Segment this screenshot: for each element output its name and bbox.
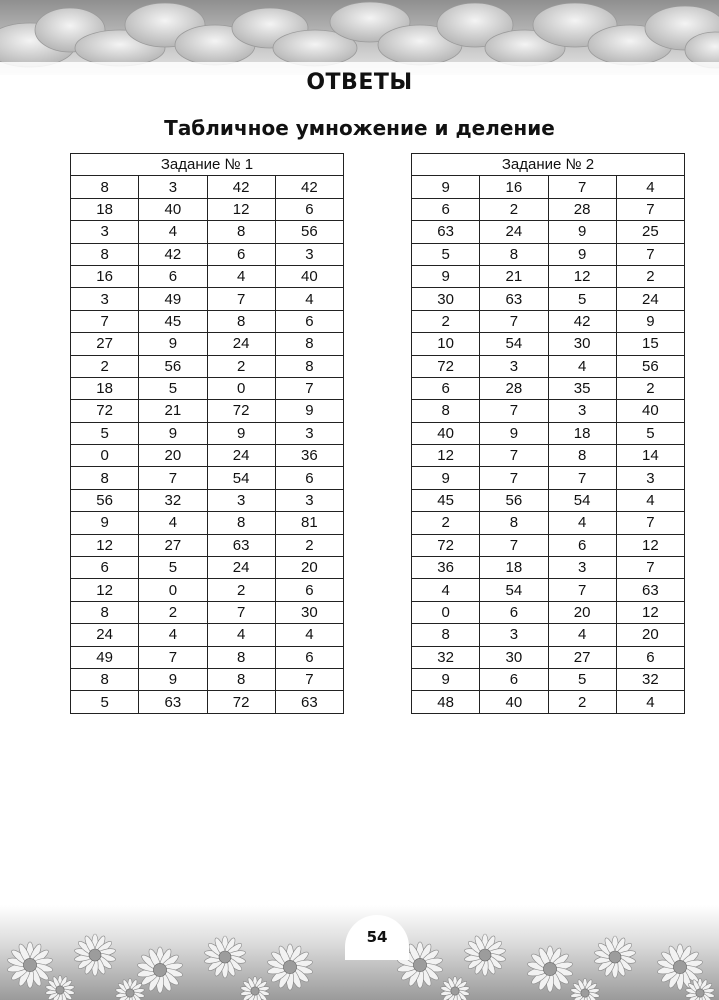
answer-cell: 63 <box>275 691 343 713</box>
answer-cell: 49 <box>139 288 207 310</box>
answer-cell: 63 <box>412 221 480 243</box>
answer-cell: 3 <box>548 557 616 579</box>
answer-cell: 54 <box>548 489 616 511</box>
table-row <box>71 534 344 556</box>
answer-cell: 8 <box>71 467 139 489</box>
answer-cell: 20 <box>139 445 207 467</box>
answer-cell: 8 <box>412 400 480 422</box>
answer-cell: 10 <box>412 333 480 355</box>
answer-cell: 5 <box>412 243 480 265</box>
answer-cell: 40 <box>616 400 684 422</box>
table-row <box>71 221 344 243</box>
answer-cell: 32 <box>139 489 207 511</box>
cloud-decoration <box>0 0 719 75</box>
answer-cell: 40 <box>412 422 480 444</box>
table-row <box>412 534 685 556</box>
table-row <box>71 691 344 713</box>
answer-cell: 8 <box>207 310 275 332</box>
answer-cell: 7 <box>616 512 684 534</box>
answer-cell: 6 <box>548 534 616 556</box>
answer-cell: 27 <box>139 534 207 556</box>
answer-cell: 35 <box>548 377 616 399</box>
answer-cell: 5 <box>71 691 139 713</box>
answer-cell: 3 <box>480 624 548 646</box>
answer-cell: 7 <box>207 601 275 623</box>
answer-cell: 4 <box>275 624 343 646</box>
answer-cell: 9 <box>480 422 548 444</box>
table-row <box>412 668 685 690</box>
table-row <box>71 198 344 220</box>
answer-cell: 56 <box>275 221 343 243</box>
table-row <box>412 176 685 198</box>
answer-cell: 45 <box>139 310 207 332</box>
answer-cell: 2 <box>71 355 139 377</box>
table-row <box>412 691 685 713</box>
page-title: ОТВЕТЫ <box>306 70 413 95</box>
answer-cell: 2 <box>548 691 616 713</box>
answer-cell: 3 <box>207 489 275 511</box>
answer-cell: 6 <box>275 467 343 489</box>
table-row <box>71 243 344 265</box>
answer-cell: 4 <box>207 265 275 287</box>
answer-cell: 56 <box>616 355 684 377</box>
answer-cell: 18 <box>71 377 139 399</box>
answer-cell: 16 <box>71 265 139 287</box>
table-row <box>412 579 685 601</box>
table-row <box>412 400 685 422</box>
answer-cell: 5 <box>548 668 616 690</box>
answer-cell: 6 <box>275 579 343 601</box>
answer-cell: 8 <box>548 445 616 467</box>
answer-cell: 4 <box>139 221 207 243</box>
task1-table <box>70 153 344 714</box>
table-row <box>71 668 344 690</box>
answer-cell: 24 <box>207 333 275 355</box>
answer-cell: 2 <box>412 310 480 332</box>
answer-cell: 63 <box>616 579 684 601</box>
answer-cell: 81 <box>275 512 343 534</box>
table-row <box>412 377 685 399</box>
answer-cell: 18 <box>548 422 616 444</box>
answer-cell: 72 <box>412 355 480 377</box>
answer-cell: 3 <box>275 243 343 265</box>
answer-cell: 7 <box>275 377 343 399</box>
table-row <box>71 176 344 198</box>
table-row <box>71 422 344 444</box>
answer-cell: 0 <box>207 377 275 399</box>
answer-cell: 63 <box>207 534 275 556</box>
answer-cell: 2 <box>207 579 275 601</box>
table-row <box>412 310 685 332</box>
answer-cell: 6 <box>139 265 207 287</box>
answer-cell: 42 <box>139 243 207 265</box>
answer-cell: 7 <box>480 445 548 467</box>
answer-cell: 5 <box>71 422 139 444</box>
answer-cell: 18 <box>480 557 548 579</box>
answer-cell: 7 <box>480 467 548 489</box>
answer-cell: 6 <box>275 310 343 332</box>
answer-cell: 72 <box>207 400 275 422</box>
table-row <box>71 288 344 310</box>
answer-cell: 7 <box>480 534 548 556</box>
table-row <box>412 467 685 489</box>
answer-cell: 9 <box>139 422 207 444</box>
answer-cell: 8 <box>275 355 343 377</box>
answer-cell: 48 <box>412 691 480 713</box>
answer-cell: 24 <box>207 445 275 467</box>
table-row <box>412 221 685 243</box>
answer-cell: 4 <box>548 512 616 534</box>
answer-cell: 8 <box>207 221 275 243</box>
answer-cell: 3 <box>71 221 139 243</box>
answer-cell: 6 <box>480 668 548 690</box>
answer-cell: 8 <box>480 512 548 534</box>
answer-cell: 21 <box>480 265 548 287</box>
table-row <box>412 601 685 623</box>
answer-cell: 8 <box>207 668 275 690</box>
answer-cell: 24 <box>616 288 684 310</box>
table-row <box>412 489 685 511</box>
answer-cell: 6 <box>275 646 343 668</box>
answer-cell: 30 <box>480 646 548 668</box>
table-row <box>71 579 344 601</box>
task2-table <box>411 153 685 714</box>
answer-cell: 54 <box>480 579 548 601</box>
answer-cell: 8 <box>71 601 139 623</box>
answer-cell: 15 <box>616 333 684 355</box>
answer-cell: 63 <box>139 691 207 713</box>
answer-cell: 7 <box>616 198 684 220</box>
answer-cell: 72 <box>71 400 139 422</box>
answer-cell: 2 <box>275 534 343 556</box>
answer-cell: 12 <box>71 579 139 601</box>
answer-cell: 3 <box>275 422 343 444</box>
answer-cell: 7 <box>139 646 207 668</box>
answer-cell: 63 <box>480 288 548 310</box>
answer-cell: 56 <box>71 489 139 511</box>
table-row <box>412 265 685 287</box>
answer-cell: 14 <box>616 445 684 467</box>
answer-cell: 40 <box>139 198 207 220</box>
answer-cell: 9 <box>616 310 684 332</box>
answer-cell: 7 <box>548 176 616 198</box>
answer-cell: 40 <box>275 265 343 287</box>
answer-cell: 7 <box>616 557 684 579</box>
answer-cell: 4 <box>616 489 684 511</box>
table-row <box>71 400 344 422</box>
answer-cell: 7 <box>480 400 548 422</box>
answer-cell: 12 <box>616 601 684 623</box>
answer-cell: 30 <box>412 288 480 310</box>
table-row <box>71 624 344 646</box>
table-row <box>71 557 344 579</box>
table-row <box>412 355 685 377</box>
answer-cell: 32 <box>412 646 480 668</box>
table-row <box>71 445 344 467</box>
answer-cell: 8 <box>275 333 343 355</box>
answer-cell: 9 <box>275 400 343 422</box>
answer-cell: 5 <box>548 288 616 310</box>
answer-cell: 42 <box>275 176 343 198</box>
answer-cell: 2 <box>480 198 548 220</box>
table-row <box>412 646 685 668</box>
answer-cell: 2 <box>412 512 480 534</box>
table-row <box>71 512 344 534</box>
answer-cell: 24 <box>207 557 275 579</box>
answer-cell: 3 <box>616 467 684 489</box>
answer-cell: 9 <box>139 333 207 355</box>
answer-cell: 3 <box>139 176 207 198</box>
answer-cell: 4 <box>275 288 343 310</box>
answer-cell: 5 <box>616 422 684 444</box>
answer-cell: 7 <box>207 288 275 310</box>
answer-cell: 6 <box>71 557 139 579</box>
answer-cell: 9 <box>412 176 480 198</box>
answer-cell: 3 <box>480 355 548 377</box>
answer-cell: 27 <box>71 333 139 355</box>
section-title: Табличное умножение и деление <box>164 116 555 140</box>
answer-cell: 7 <box>548 467 616 489</box>
answer-cell: 8 <box>207 512 275 534</box>
answer-cell: 9 <box>207 422 275 444</box>
answer-cell: 8 <box>412 624 480 646</box>
table-row <box>412 288 685 310</box>
answer-cell: 9 <box>412 467 480 489</box>
answer-cell: 3 <box>548 400 616 422</box>
answer-cell: 54 <box>480 333 548 355</box>
table-row <box>412 333 685 355</box>
answer-cell: 18 <box>71 198 139 220</box>
answer-cell: 4 <box>207 624 275 646</box>
answer-cell: 8 <box>71 243 139 265</box>
answer-cell: 72 <box>412 534 480 556</box>
answer-cell: 16 <box>480 176 548 198</box>
answer-cell: 28 <box>548 198 616 220</box>
answer-cell: 3 <box>275 489 343 511</box>
answer-cell: 6 <box>207 243 275 265</box>
answer-cell: 56 <box>139 355 207 377</box>
answer-cell: 30 <box>548 333 616 355</box>
answer-cell: 54 <box>207 467 275 489</box>
answer-cell: 32 <box>616 668 684 690</box>
answer-cell: 25 <box>616 221 684 243</box>
answer-cell: 7 <box>139 467 207 489</box>
answer-cell: 6 <box>275 198 343 220</box>
answer-cell: 9 <box>412 668 480 690</box>
table-row <box>71 646 344 668</box>
answer-cell: 7 <box>616 243 684 265</box>
answer-cell: 7 <box>71 310 139 332</box>
answer-cell: 36 <box>275 445 343 467</box>
answer-cell: 56 <box>480 489 548 511</box>
answer-cell: 9 <box>71 512 139 534</box>
answer-cell: 24 <box>71 624 139 646</box>
answer-cell: 6 <box>480 601 548 623</box>
answer-cell: 5 <box>139 377 207 399</box>
table-row <box>71 333 344 355</box>
answer-cell: 9 <box>412 265 480 287</box>
answer-cell: 4 <box>616 176 684 198</box>
table-row <box>71 377 344 399</box>
answer-cell: 12 <box>548 265 616 287</box>
answer-cell: 28 <box>480 377 548 399</box>
answer-cell: 42 <box>548 310 616 332</box>
task2-header: Задание № 2 <box>412 154 685 176</box>
answer-cell: 9 <box>548 243 616 265</box>
answer-cell: 4 <box>139 624 207 646</box>
answer-cell: 12 <box>412 445 480 467</box>
table-row <box>412 422 685 444</box>
answer-cell: 8 <box>71 176 139 198</box>
answer-cell: 4 <box>548 624 616 646</box>
answer-cell: 3 <box>71 288 139 310</box>
table-row <box>71 489 344 511</box>
answer-cell: 2 <box>139 601 207 623</box>
answer-cell: 5 <box>139 557 207 579</box>
answer-cell: 0 <box>71 445 139 467</box>
answer-cell: 42 <box>207 176 275 198</box>
answer-cell: 24 <box>480 221 548 243</box>
answer-cell: 6 <box>412 377 480 399</box>
answer-cell: 49 <box>71 646 139 668</box>
answer-cell: 0 <box>412 601 480 623</box>
answer-cell: 27 <box>548 646 616 668</box>
table-row <box>71 310 344 332</box>
page-number: 54 <box>366 928 388 946</box>
answer-cell: 12 <box>616 534 684 556</box>
answer-cell: 45 <box>412 489 480 511</box>
answer-cell: 8 <box>480 243 548 265</box>
table-row <box>412 445 685 467</box>
answer-cell: 12 <box>71 534 139 556</box>
answer-cell: 21 <box>139 400 207 422</box>
table-row <box>412 243 685 265</box>
answer-cell: 20 <box>616 624 684 646</box>
table-row <box>71 355 344 377</box>
table-row <box>412 557 685 579</box>
answer-cell: 4 <box>548 355 616 377</box>
table-row <box>412 624 685 646</box>
answer-cell: 9 <box>548 221 616 243</box>
answer-cell: 9 <box>139 668 207 690</box>
answer-cell: 4 <box>139 512 207 534</box>
table-row <box>412 198 685 220</box>
answer-cell: 4 <box>412 579 480 601</box>
answer-cell: 20 <box>548 601 616 623</box>
table-row <box>71 601 344 623</box>
task1-header: Задание № 1 <box>71 154 344 176</box>
answer-cell: 4 <box>616 691 684 713</box>
answer-cell: 8 <box>71 668 139 690</box>
answer-cell: 6 <box>412 198 480 220</box>
answer-cell: 2 <box>616 265 684 287</box>
answer-cell: 12 <box>207 198 275 220</box>
answer-cell: 40 <box>480 691 548 713</box>
answer-cell: 72 <box>207 691 275 713</box>
table-row <box>412 512 685 534</box>
answer-cell: 2 <box>207 355 275 377</box>
answer-cell: 7 <box>275 668 343 690</box>
answer-cell: 2 <box>616 377 684 399</box>
answer-cell: 36 <box>412 557 480 579</box>
table-row <box>71 265 344 287</box>
table-row <box>71 467 344 489</box>
answer-cell: 20 <box>275 557 343 579</box>
answer-cell: 7 <box>548 579 616 601</box>
answer-cell: 0 <box>139 579 207 601</box>
answer-cell: 30 <box>275 601 343 623</box>
answer-cell: 8 <box>207 646 275 668</box>
answer-cell: 7 <box>480 310 548 332</box>
answer-cell: 6 <box>616 646 684 668</box>
